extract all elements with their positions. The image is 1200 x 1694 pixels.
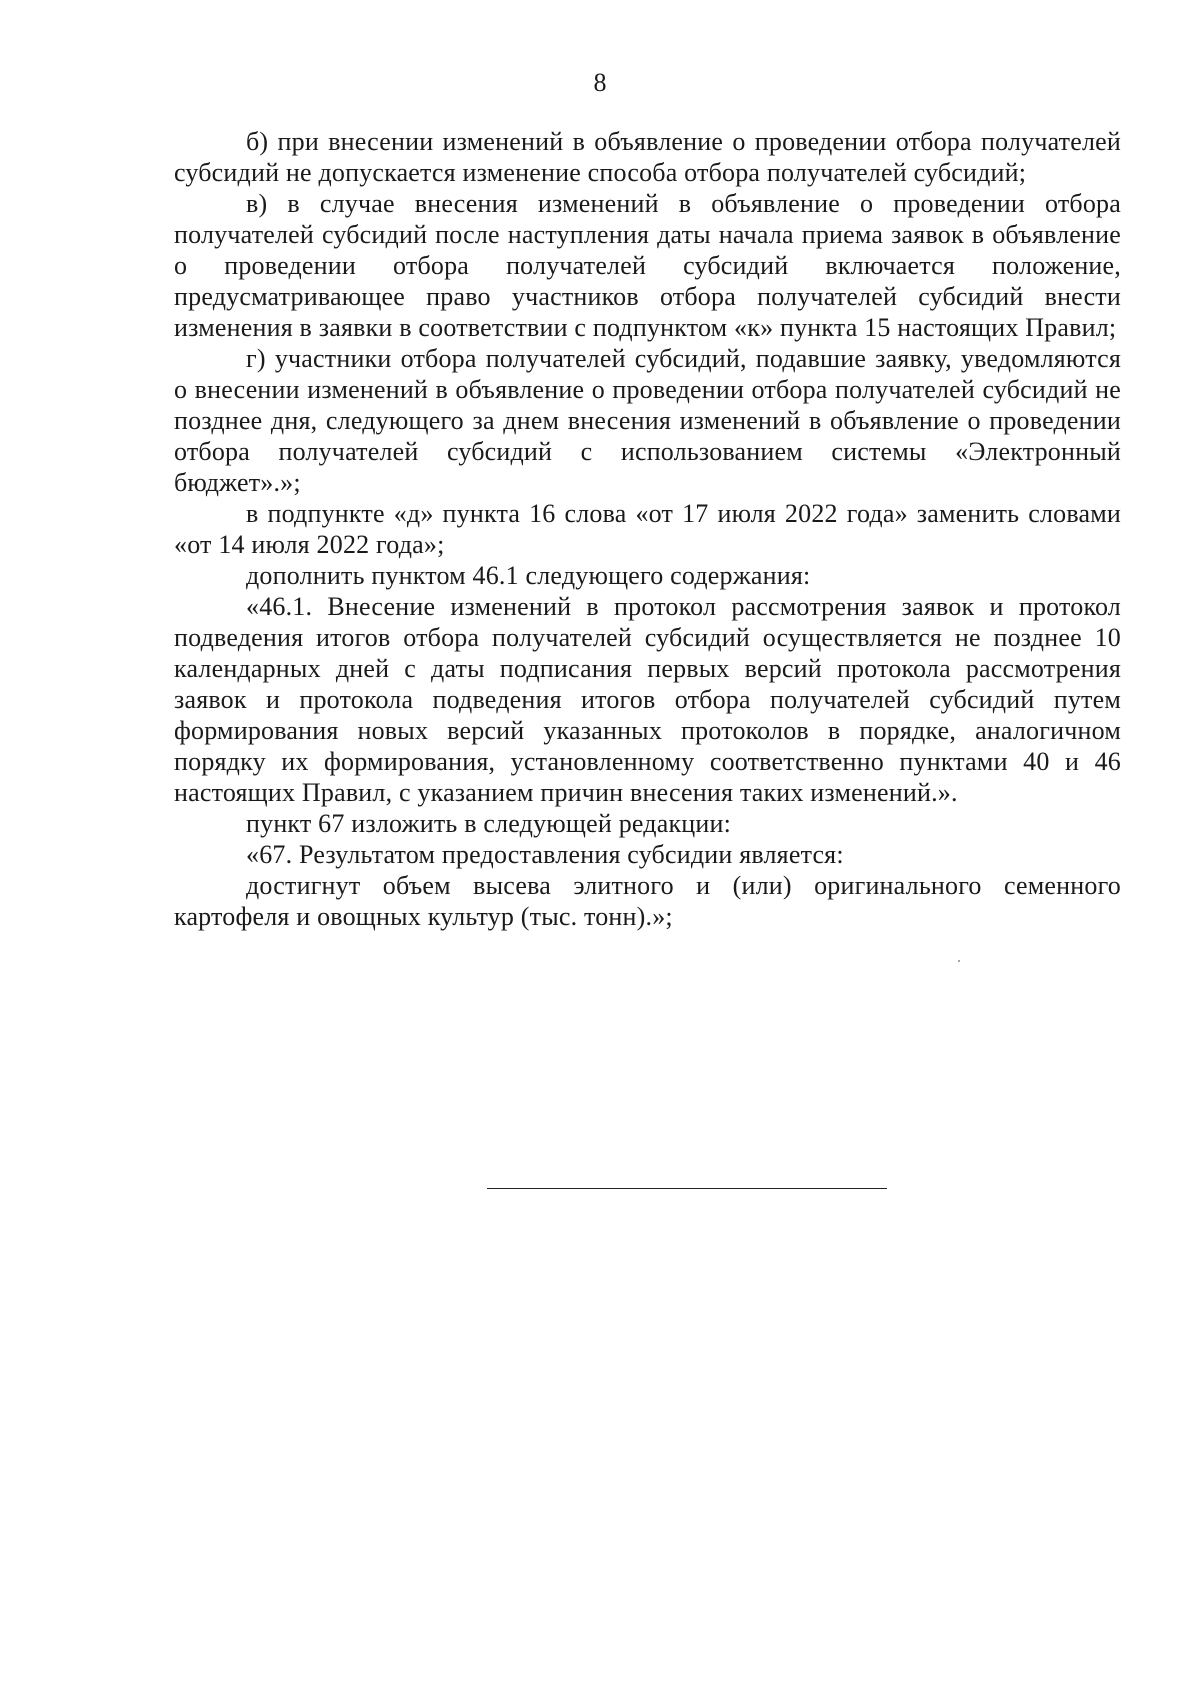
paragraph-v: в) в случае внесения изменений в объявление о проведении отбора получателей субсидий после наступления даты начала приема заявок в объявление о проведении отбора получателей субсидий включается положение, предусматривающее право участников отбора получателей субсидий внести изменения в заявки в соответствии с подпунктом «к» пункта 15 настоящих Правил; [174, 189, 1121, 342]
page-number: 8 [593, 68, 607, 97]
closing-divider-line [487, 1188, 887, 1189]
paragraph-add-point-46-1: дополнить пунктом 46.1 следующего содержания: [246, 561, 811, 590]
document-body [174, 126, 1121, 932]
paragraph-point-67-instruction: пункт 67 изложить в следующей редакции: [246, 809, 732, 838]
paragraph-b: б) при внесении изменений в объявление о проведении отбора получателей субсидий не допускается изменение способа отбора получателей субсидий; [174, 127, 1121, 187]
paragraph-result-definition: достигнут объем высева элитного и (или) оригинального семенного картофеля и овощных культур (тыс. тонн).»; [174, 871, 1121, 931]
scan-speck [958, 960, 960, 962]
paragraph-g: г) участники отбора получателей субсидий, подавшие заявку, уведомляются о внесении изменений в объявление о проведении отбора получателей субсидий не позднее дня, следующего за днем внесения изменений в объявление о проведении отбора получателей субсидий с использованием системы «Электронный бюджет».»; [174, 344, 1121, 497]
paragraph-point-67-text: «67. Результатом предоставления субсидии является: [246, 840, 844, 869]
paragraph-subpoint-d-amendment: в подпункте «д» пункта 16 слова «от 17 июля 2022 года» заменить словами «от 14 июля 2022 года»; [174, 499, 1121, 559]
paragraph-point-46-1-text: «46.1. Внесение изменений в протокол рассмотрения заявок и протокол подведения итогов отбора получателей субсидий осуществляется не позднее 10 календарных дней с даты подписания первых версий протокола рассмотрения заявок и протокола подведения итогов отбора получателей субсидий путем формирования новых версий указанных протоколов в порядке, аналогичном порядку их формирования, установленному соответственно пунктами 40 и 46 настоящих Правил, с указанием причин внесения таких изменений.». [174, 592, 1121, 807]
